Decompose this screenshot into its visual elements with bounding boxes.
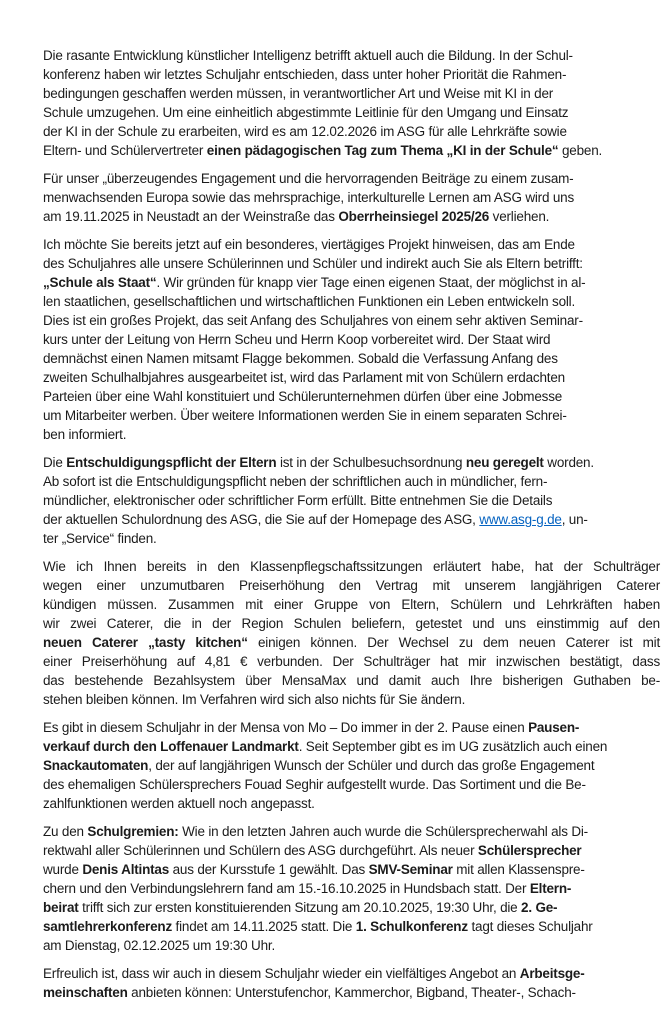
text-line — [43, 671, 660, 690]
text-line — [43, 860, 660, 879]
text-line — [43, 917, 660, 936]
text-line — [43, 330, 660, 349]
text-segment: wir zwei Caterer, die in der Region Schulen beliefern, getestet und uns einstimmig auf den — [43, 616, 660, 631]
text-segment: anbieten können: Unterstufenchor, Kammerchor, Bigband, Theater-, Schach- — [127, 985, 576, 1000]
text-line — [43, 46, 660, 65]
text-line — [43, 576, 660, 595]
text-line — [43, 557, 660, 576]
text-line — [43, 898, 660, 917]
text-line — [43, 453, 660, 472]
text-line — [43, 387, 660, 406]
paragraph-4 — [43, 453, 660, 548]
bold-text-segment: verkauf durch den Loffenauer Landmarkt — [43, 739, 299, 754]
text-line — [43, 737, 660, 756]
bold-text-segment: Eltern- — [529, 881, 572, 896]
paragraph-1 — [43, 46, 660, 160]
text-segment: aus der Kursstufe 1 gewählt. Das — [169, 862, 369, 877]
bold-text-segment: 1. Schulkonferenz — [355, 919, 468, 934]
text-line — [43, 273, 660, 292]
text-segment: demnächst einen Namen mitsamt Flagge bekommen. Sobald die Verfassung Anfang des — [43, 351, 558, 366]
text-segment: mündlicher, elektronischer oder schriftlicher Form erfüllt. Bitte entnehmen Sie die Details — [43, 493, 553, 508]
text-segment: um Mitarbeiter werben. Über weitere Informationen werden Sie in einem separaten Schrei- — [43, 408, 567, 423]
text-line — [43, 756, 660, 775]
text-line — [43, 690, 660, 709]
text-line — [43, 188, 660, 207]
text-segment: Ab sofort ist die Entschuldigungspflicht neben der schriftlichen auch in mündlicher, fern- — [43, 474, 548, 489]
text-segment: Wie in den letzten Jahren auch wurde die Schülersprecherwahl als Di- — [178, 824, 588, 839]
text-segment: das bestehende Bezahlsystem über MensaMax und damit auch Ihre bisherigen Guthaben be- — [43, 673, 660, 688]
text-line — [43, 141, 660, 160]
bold-text-segment: beirat — [43, 900, 79, 915]
text-segment: kündigen müssen. Zusammen mit einer Gruppe von Eltern, Schülern und Lehrkräften haben — [43, 597, 660, 612]
bold-text-segment: Schülersprecher — [477, 843, 582, 858]
paragraph-3 — [43, 235, 660, 444]
text-line — [43, 964, 660, 983]
bold-text-segment: „Schule als Staat“ — [43, 275, 157, 290]
text-segment: Wie ich Ihnen bereits in den Klassenpflegschaftssitzungen erläutert habe, hat der Schulträger — [43, 559, 660, 574]
bold-text-segment: Snackautomaten — [43, 758, 149, 773]
bold-text-segment: Arbeitsge- — [519, 966, 585, 981]
bold-text-segment: neu geregelt — [465, 455, 544, 470]
text-line — [43, 406, 660, 425]
text-segment: wegen einer unzumutbaren Preiserhöhung den Vertrag mit unserem langjährigen Caterer — [43, 578, 660, 593]
text-segment: konferenz haben wir letztes Schuljahr entschieden, dass unter hoher Priorität die Rahmen- — [43, 67, 567, 82]
bold-text-segment: Pausen- — [528, 720, 580, 735]
text-segment: ben informiert. — [43, 427, 127, 442]
text-segment: bedingungen geschaffen werden müssen, in verantwortlicher Art und Weise mit KI in der — [43, 86, 554, 101]
text-segment: , un- — [561, 512, 588, 527]
paragraph-8 — [43, 964, 660, 1002]
paragraph-6 — [43, 718, 660, 813]
text-line — [43, 84, 660, 103]
text-segment: mit allen Klassenspre- — [452, 862, 585, 877]
text-line — [43, 65, 660, 84]
text-line — [43, 936, 660, 955]
text-line — [43, 207, 660, 226]
text-segment: Parteien über eine Wahl konstituiert und Schülerunternehmen dürfen über eine Jobmesse — [43, 389, 563, 404]
text-segment: wurde — [43, 862, 83, 877]
text-segment: len staatlichen, gesellschaftlichen und wirtschaftlichen Funktionen ein Leben entwickeln soll. — [43, 294, 576, 309]
bold-text-segment: Oberrheinsiegel 2025/26 — [338, 209, 490, 224]
text-line — [43, 472, 660, 491]
bold-text-segment: Entschuldigungspflicht der Eltern — [66, 455, 277, 470]
text-segment: ist in der Schulbesuchsordnung — [276, 455, 466, 470]
text-segment: stehen bleiben können. Im Verfahren wird sich also nichts für Sie ändern. — [43, 692, 466, 707]
text-segment: Eltern- und Schülervertreter — [43, 143, 207, 158]
text-segment: Die rasante Entwicklung künstlicher Intelligenz betrifft aktuell auch die Bildung. In der Schul- — [43, 48, 573, 63]
bold-text-segment: meinschaften — [43, 985, 128, 1000]
text-segment: am Dienstag, 02.12.2025 um 19:30 Uhr. — [43, 938, 276, 953]
text-line — [43, 491, 660, 510]
text-segment: der aktuellen Schulordnung des ASG, die Sie auf der Homepage des ASG, — [43, 512, 480, 527]
text-line — [43, 169, 660, 188]
text-segment: verliehen. — [489, 209, 550, 224]
text-segment: chern und den Verbindungslehrern fand am 15.-16.10.2025 in Hundsbach statt. Der — [43, 881, 530, 896]
text-line — [43, 822, 660, 841]
text-segment: Die — [43, 455, 67, 470]
text-segment: . Wir gründen für knapp vier Tage einen eigenen Staat, der möglichst in al- — [156, 275, 586, 290]
bold-text-segment: neuen Caterer „tasty kitchen“ — [43, 635, 248, 650]
text-segment: Schule umzugehen. Um eine einheitlich abgestimmte Leitlinie für den Umgang und Einsatz — [43, 105, 569, 120]
bold-text-segment: Denis Altintas — [82, 862, 170, 877]
document-body — [43, 46, 660, 1011]
text-line — [43, 292, 660, 311]
paragraph-2 — [43, 169, 660, 226]
text-line — [43, 633, 660, 652]
text-line — [43, 510, 660, 529]
text-segment: menwachsenden Europa sowie das mehrsprachige, interkulturelle Lernen am ASG wird uns — [43, 190, 574, 205]
text-line — [43, 529, 660, 548]
text-segment: kurs unter der Leitung von Herrn Scheu und Herrn Koop vorbereitet wird. Der Staat wird — [43, 332, 551, 347]
text-segment: der KI in der Schule zu erarbeiten, wird es am 12.02.2026 im ASG für alle Lehrkräfte sowie — [43, 124, 567, 139]
text-segment: des ehemaligen Schülersprechers Fouad Seghir aufgestellt wurde. Das Sortiment und die Be- — [43, 777, 586, 792]
text-line — [43, 311, 660, 330]
text-line — [43, 652, 660, 671]
paragraph-7 — [43, 822, 660, 955]
text-segment: des Schuljahres alle unsere Schülerinnen und Schüler und indirekt auch Sie als Eltern betrifft: — [43, 256, 583, 271]
text-line — [43, 122, 660, 141]
text-segment: Dies ist ein großes Projekt, das seit Anfang des Schuljahres von einem sehr aktiven Seminar- — [43, 313, 583, 328]
text-segment: Für unser „überzeugendes Engagement und die hervorragenden Beiträge zu einem zusam- — [43, 171, 574, 186]
text-segment: tagt dieses Schuljahr — [467, 919, 593, 934]
text-segment: Ich möchte Sie bereits jetzt auf ein besonderes, viertägiges Projekt hinweisen, das am Ende — [43, 237, 575, 252]
paragraph-5 — [43, 557, 660, 709]
text-segment: ter „Service“ finden. — [43, 531, 157, 546]
text-line — [43, 841, 660, 860]
text-segment: einer Preiserhöhung auf 4,81 € verbunden. Der Schulträger hat mir inzwischen bestätigt, dass — [43, 654, 660, 669]
text-segment: geben. — [558, 143, 603, 158]
text-segment: worden. — [543, 455, 594, 470]
text-segment: Es gibt in diesem Schuljahr in der Mensa von Mo – Do immer in der 2. Pause einen — [43, 720, 529, 735]
text-line — [43, 718, 660, 737]
text-line — [43, 254, 660, 273]
text-line — [43, 983, 660, 1002]
text-line — [43, 103, 660, 122]
text-line — [43, 794, 660, 813]
text-line — [43, 614, 660, 633]
text-segment: Zu den — [43, 824, 88, 839]
bold-text-segment: samtlehrerkonferenz — [43, 919, 172, 934]
text-line — [43, 775, 660, 794]
text-segment: zahlfunktionen werden aktuell noch angepasst. — [43, 796, 315, 811]
text-line — [43, 368, 660, 387]
text-segment: einigen können. Der Wechsel zu dem neuen Caterer ist mit — [247, 635, 660, 650]
text-segment: . Seit September gibt es im UG zusätzlich auch einen — [298, 739, 608, 754]
text-segment: rektwahl aller Schülerinnen und Schülern des ASG durchgeführt. Als neuer — [43, 843, 478, 858]
text-line — [43, 595, 660, 614]
text-line — [43, 425, 660, 444]
bold-text-segment: einen pädagogischen Tag zum Thema „KI in der Schule“ — [206, 143, 559, 158]
text-segment: , der auf langjährigen Wunsch der Schüler und durch das große Engagement — [148, 758, 595, 773]
text-line — [43, 235, 660, 254]
text-line — [43, 879, 660, 898]
bold-text-segment: SMV-Seminar — [368, 862, 453, 877]
asg-homepage-link[interactable]: www.asg-g.de — [479, 512, 562, 527]
bold-text-segment: Schulgremien: — [87, 824, 179, 839]
text-segment: am 19.11.2025 in Neustadt an der Weinstraße das — [43, 209, 339, 224]
text-segment: zweiten Schulhalbjahres ausgearbeitet ist, wird das Parlament mit von Schülern erdachten — [43, 370, 565, 385]
text-line — [43, 349, 660, 368]
bold-text-segment: 2. Ge- — [521, 900, 558, 915]
text-segment: trifft sich zur ersten konstituierenden Sitzung am 20.10.2025, 19:30 Uhr, die — [78, 900, 522, 915]
text-segment: findet am 14.11.2025 statt. Die — [172, 919, 356, 934]
text-segment: Erfreulich ist, dass wir auch in diesem Schuljahr wieder ein vielfältiges Angebot an — [43, 966, 520, 981]
